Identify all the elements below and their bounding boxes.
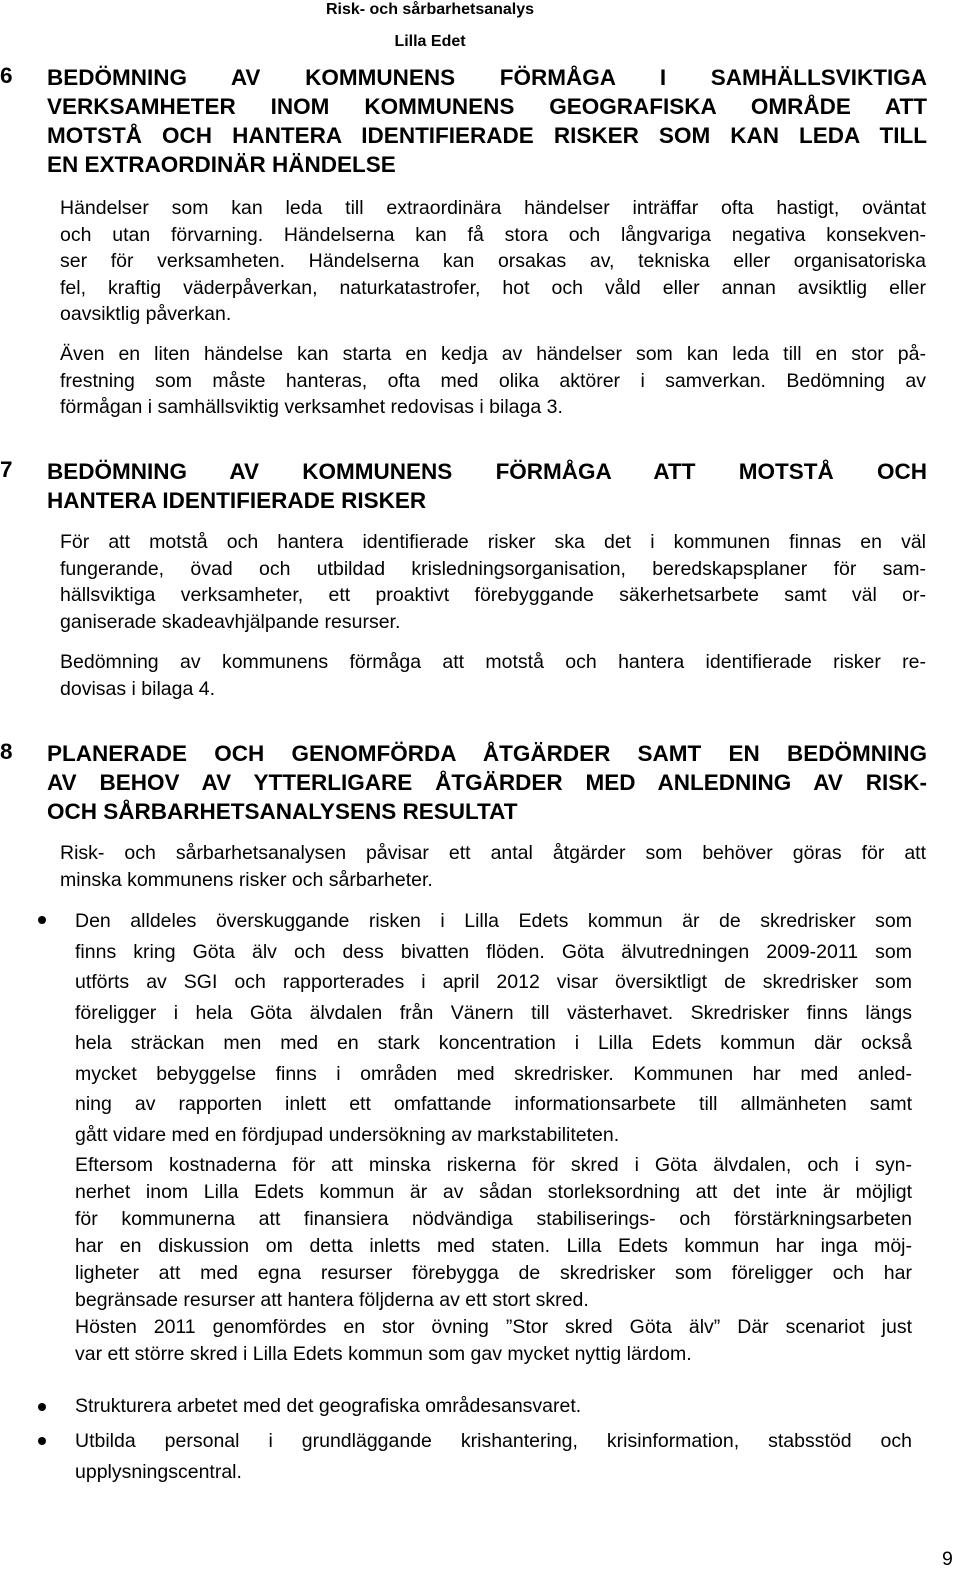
text-line: ser för verksamheten. Händelserna kan orsakas av, tekniska eller organisatoriska xyxy=(60,250,926,272)
text-line: Händelser som kan leda till extraordinära händelser inträffar ofta hastigt, oväntat xyxy=(60,197,926,219)
page-number: 9 xyxy=(942,1548,953,1570)
text-line: dovisas i bilaga 4. xyxy=(60,677,216,700)
title-line: VERKSAMHETER INOM KOMMUNENS GEOGRAFISKA OMRÅDE ATT xyxy=(47,94,927,119)
section-7-title xyxy=(47,457,927,515)
bullet-item-3 xyxy=(75,1426,912,1488)
text-line: gått vidare med en fördjupad undersökning av markstabiliteten. xyxy=(75,1123,620,1146)
bullet-icon xyxy=(38,1403,46,1411)
text-line: ning av rapporten inlett ett omfattande informationsarbete till allmänheten samt xyxy=(75,1093,912,1115)
text-line: frestning som måste hanteras, ofta med olika aktörer i samverkan. Bedömning av xyxy=(60,369,926,392)
text-line: fel, kraftig väderpåverkan, naturkatastrofer, hot och våld eller annan avsiktlig eller xyxy=(60,276,926,299)
text-line: Även en liten händelse kan starta en kedja av händelser som kan leda till en stor på- xyxy=(60,343,926,365)
section-7-paragraph-1 xyxy=(60,529,926,635)
text-line: Hösten 2011 genomfördes en stor övning ”Stor skred Göta älv” Där scenariot just xyxy=(75,1316,912,1338)
text-line: Den alldeles överskuggande risken i Lilla Edets kommun är de skredrisker som xyxy=(75,910,912,932)
bullet-icon xyxy=(38,916,46,924)
section-6-title xyxy=(47,63,927,179)
text-line: ligheter att med egna resurser förebygga de skredrisker som föreligger och har xyxy=(75,1262,912,1284)
title-line: HANTERA IDENTIFIERADE RISKER xyxy=(47,488,427,513)
section-8-paragraph-1 xyxy=(60,840,926,893)
section-7-paragraph-2 xyxy=(60,649,926,702)
text-line: hällsviktiga verksamheter, ett proaktivt förebyggande säkerhetsarbete samt väl or- xyxy=(60,584,926,606)
text-line: minska kommunens risker och sårbarheter. xyxy=(60,868,433,891)
section-6-number: 6 xyxy=(0,63,13,88)
document-title: Risk- och sårbarhetsanalys xyxy=(325,1,535,18)
section-8-number: 8 xyxy=(0,739,13,764)
text-line: Strukturera arbetet med det geografiska områdesansvaret. xyxy=(75,1395,582,1417)
text-line: Utbilda personal i grundläggande krishantering, krisinformation, stabsstöd och xyxy=(75,1430,912,1452)
text-line: förmågan i samhällsviktig verksamhet redovisas i bilaga 3. xyxy=(60,396,563,418)
text-line: föreligger i hela Göta älvdalen från Vänern till västerhavet. Skredrisker finns längs xyxy=(75,1001,912,1024)
text-line: för kommunerna att finansiera nödvändiga stabiliserings- och förstärkningsarbeten xyxy=(75,1208,912,1230)
municipality-name: Lilla Edet xyxy=(394,33,466,50)
section-6-paragraph-2 xyxy=(60,341,926,421)
section-7-number: 7 xyxy=(0,457,13,482)
bullet-item-1-continuation xyxy=(75,1152,912,1368)
text-line: fungerande, övad och utbildad krisledningsorganisation, beredskapsplaner för sam- xyxy=(60,557,926,580)
title-line: MOTSTÅ OCH HANTERA IDENTIFIERADE RISKER SOM KAN LEDA TILL xyxy=(47,123,927,148)
title-line: OCH SÅRBARHETSANALYSENS RESULTAT xyxy=(47,799,518,824)
bullet-item-1 xyxy=(75,906,912,1150)
text-line: har en diskussion om detta inletts med staten. Lilla Edets kommun har inga möj- xyxy=(75,1235,912,1257)
title-line: BEDÖMNING AV KOMMUNENS FÖRMÅGA I SAMHÄLLSVIKTIGA xyxy=(47,65,927,90)
title-line: PLANERADE OCH GENOMFÖRDA ÅTGÄRDER SAMT EN BEDÖMNING xyxy=(47,741,927,766)
text-line: hela sträckan men med en stark koncentration i Lilla Edets kommun där också xyxy=(75,1032,912,1054)
title-line: AV BEHOV AV YTTERLIGARE ÅTGÄRDER MED ANLEDNING AV RISK- xyxy=(47,770,927,795)
section-6-paragraph-1 xyxy=(60,195,926,328)
bullet-item-2 xyxy=(75,1393,912,1420)
text-line: nerhet inom Lilla Edets kommun är av sådan storleksordning att det inte är möjligt xyxy=(75,1181,912,1203)
text-line: Risk- och sårbarhetsanalysen påvisar ett antal åtgärder som behöver göras för att xyxy=(60,842,926,864)
text-line: finns kring Göta älv och dess bivatten flöden. Göta älvutredningen 2009-2011 som xyxy=(75,940,912,963)
bullet-icon xyxy=(38,1437,46,1445)
section-8-title xyxy=(47,739,927,826)
title-line: EN EXTRAORDINÄR HÄNDELSE xyxy=(47,152,396,177)
text-line: oavsiktlig påverkan. xyxy=(60,303,232,325)
text-line: begränsade resurser att hantera följderna av ett stort skred. xyxy=(75,1289,589,1311)
text-line: Bedömning av kommunens förmåga att motstå och hantera identifierade risker re- xyxy=(60,651,926,673)
text-line: var ett större skred i Lilla Edets kommun som gav mycket nyttig lärdom. xyxy=(75,1343,692,1365)
title-line: BEDÖMNING AV KOMMUNENS FÖRMÅGA ATT MOTSTÅ OCH xyxy=(47,459,927,484)
text-line: och utan förvarning. Händelserna kan få stora och långvariga negativa konsekven- xyxy=(60,223,926,246)
text-line: För att motstå och hantera identifierade risker ska det i kommunen finnas en väl xyxy=(60,531,926,553)
text-line: ganiserade skadeavhjälpande resurser. xyxy=(60,610,401,633)
text-line: upplysningscentral. xyxy=(75,1461,242,1483)
text-line: mycket bebyggelse finns i områden med skredrisker. Kommunen har med anled- xyxy=(75,1062,912,1085)
text-line: utförts av SGI och rapporterades i april 2012 visar översiktligt de skredrisker som xyxy=(75,971,912,993)
text-line: Eftersom kostnaderna för att minska riskerna för skred i Göta älvdalen, och i syn- xyxy=(75,1154,912,1176)
